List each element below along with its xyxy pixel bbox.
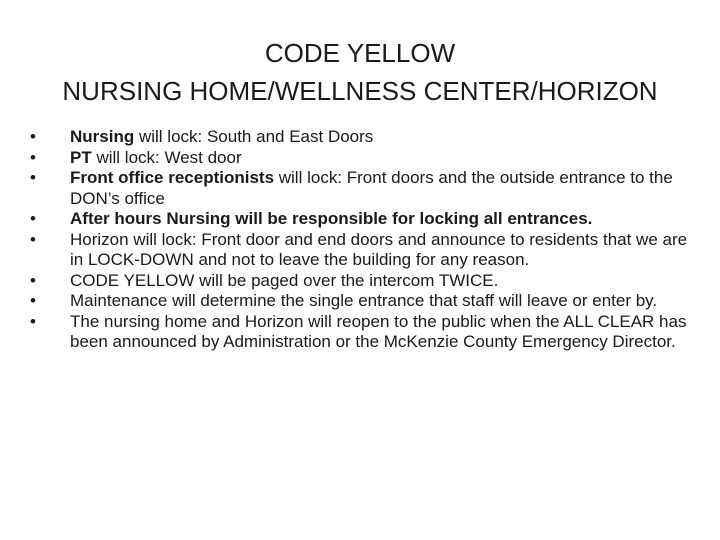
bullet-dot: • bbox=[30, 127, 36, 146]
bullet-text: Maintenance will determine the single entrance that staff will leave or enter by. bbox=[70, 291, 658, 310]
bullet-dot: • bbox=[30, 168, 36, 187]
slide-title bbox=[0, 34, 720, 110]
bullet-text: Horizon will lock: Front door and end doors and announce to residents that we are in LOCK-DOWN and not to leave the building for any reason. bbox=[70, 229, 688, 269]
title-line-2: NURSING HOME/WELLNESS CENTER/HORIZON bbox=[62, 76, 658, 106]
bullet-dot: • bbox=[30, 311, 36, 331]
bullet-item-horizon bbox=[30, 230, 690, 271]
bullet-text: will lock: Front doors and the outside entrance to the DON’s office bbox=[70, 168, 673, 208]
bullet-text: will lock: South and East Doors bbox=[134, 127, 374, 146]
bullet-lead: Front office receptionists bbox=[70, 168, 275, 187]
bullet-item-after-hours bbox=[30, 209, 690, 230]
bullet-lead: Nursing bbox=[70, 127, 135, 146]
bullet-item-front-office bbox=[30, 168, 690, 209]
bullet-item-reopen bbox=[30, 312, 690, 353]
bullet-list bbox=[30, 127, 690, 353]
title-line-1: CODE YELLOW bbox=[264, 38, 456, 68]
bullet-dot: • bbox=[30, 229, 36, 249]
bullet-text: The nursing home and Horizon will reopen to the public when the ALL CLEAR has been announced by Administration or the McKenzie County Emergency Director. bbox=[70, 311, 687, 351]
bullet-item-pt bbox=[30, 148, 690, 169]
bullet-item-maintenance bbox=[30, 291, 690, 312]
bullet-item-code-yellow-page bbox=[30, 271, 690, 292]
bullet-item-nursing bbox=[30, 127, 690, 148]
bullet-dot: • bbox=[30, 270, 36, 290]
bullet-dot: • bbox=[30, 147, 36, 167]
bullet-text: CODE YELLOW will be paged over the intercom TWICE. bbox=[70, 270, 499, 290]
bullet-text: will lock: West door bbox=[91, 147, 242, 167]
bullet-dot: • bbox=[30, 291, 36, 310]
bullet-text: After hours Nursing will be responsible for locking all entrances. bbox=[70, 209, 593, 228]
bullet-lead: PT bbox=[70, 147, 92, 167]
bullet-dot: • bbox=[30, 209, 36, 228]
